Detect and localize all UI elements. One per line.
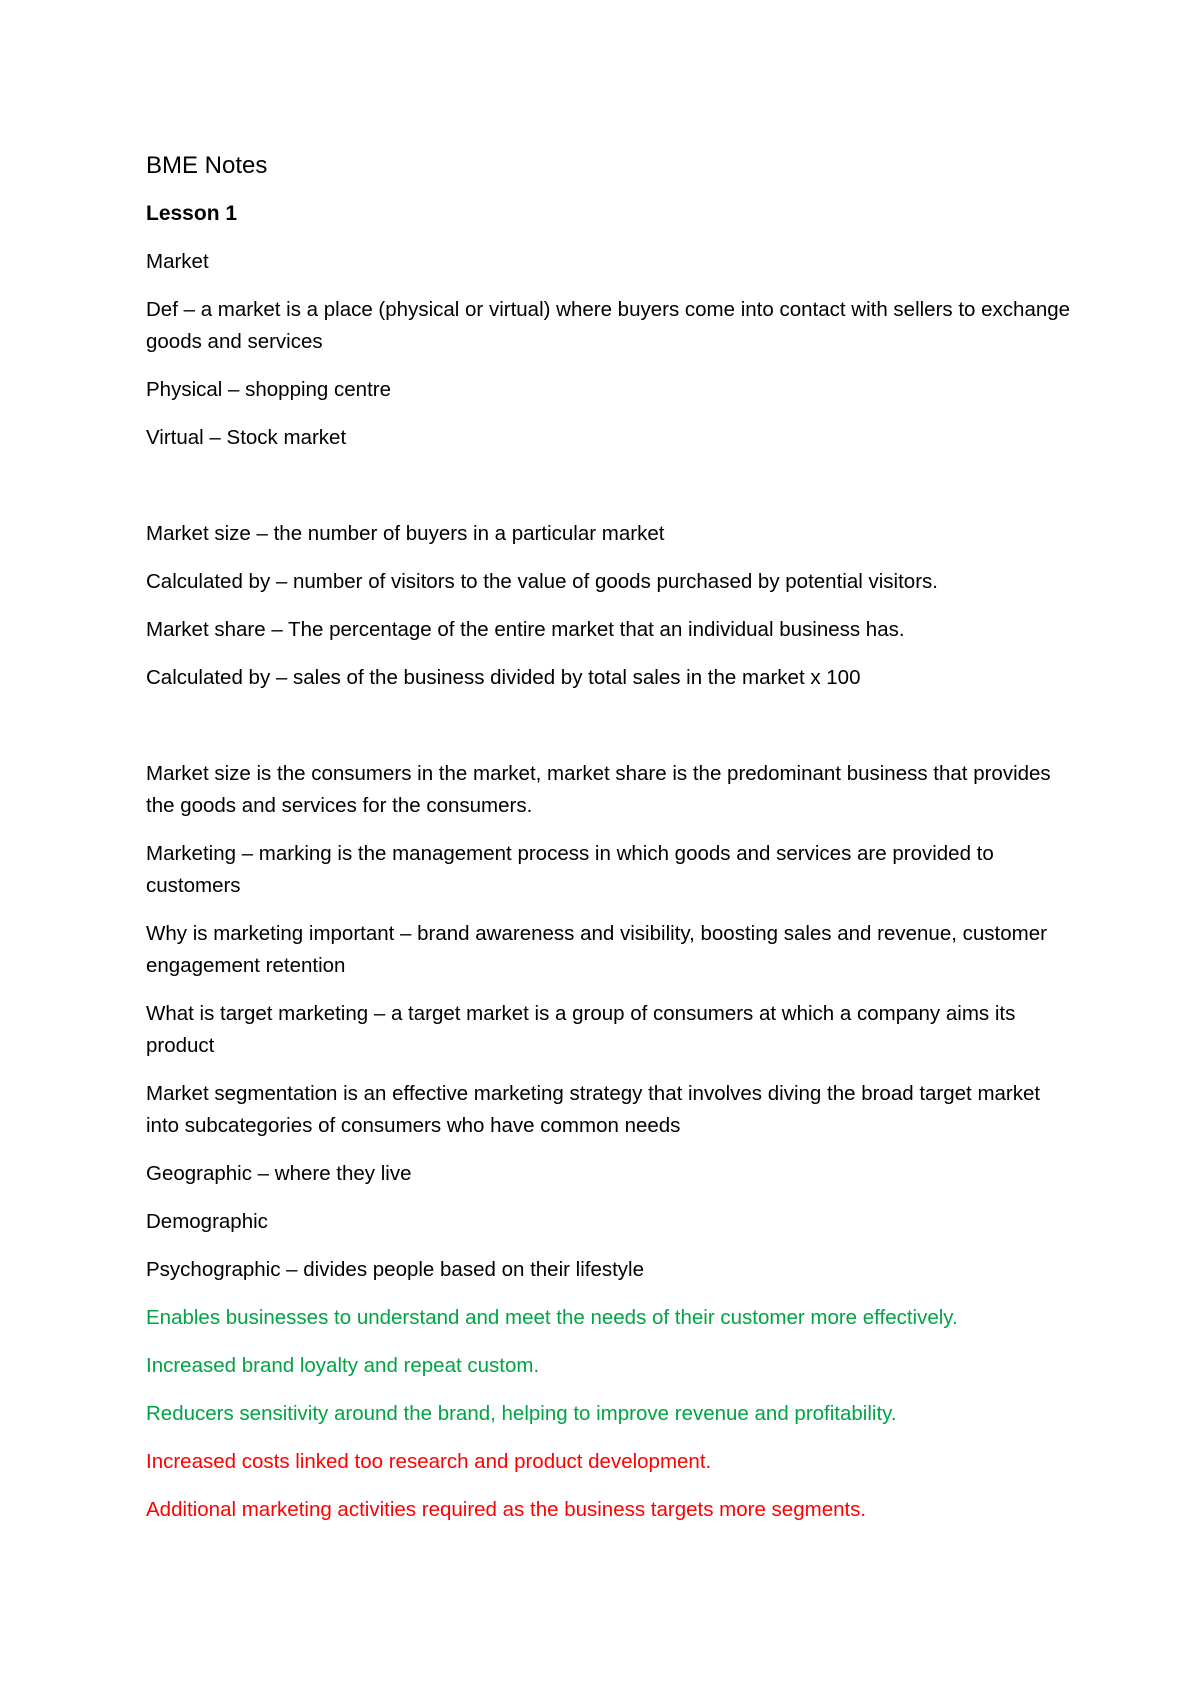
paragraph-psychographic: Psychographic – divides people based on their lifestyle (146, 1258, 644, 1281)
paragraph-market-share-calculation: Calculated by – sales of the business divided by total sales in the market x 100 (146, 666, 861, 689)
paragraph-market: Market (146, 250, 209, 273)
advantage-item: Increased brand loyalty and repeat custom. (146, 1354, 540, 1377)
paragraph-market-share: Market share – The percentage of the entire market that an individual business has. (146, 618, 905, 641)
paragraph-marketing-importance: Why is marketing important – brand awareness and visibility, boosting sales and revenue, customer engagement retention (146, 922, 1047, 977)
paragraph-market-definition: Def – a market is a place (physical or virtual) where buyers come into contact with sellers to exchange goods and services (146, 298, 1071, 353)
blank-line (146, 710, 1076, 742)
paragraph-size-vs-share: Market size is the consumers in the market, market share is the predominant business that provides the goods and services for the consumers. (146, 762, 1051, 817)
advantage-item: Enables businesses to understand and meet the needs of their customer more effectively. (146, 1306, 958, 1329)
paragraph-target-marketing: What is target marketing – a target market is a group of consumers at which a company aims its product (146, 1002, 1016, 1057)
disadvantage-item: Additional marketing activities required as the business targets more segments. (146, 1498, 867, 1521)
advantage-item: Reducers sensitivity around the brand, helping to improve revenue and profitability. (146, 1402, 897, 1425)
paragraph-market-size: Market size – the number of buyers in a particular market (146, 522, 665, 545)
lesson-heading: Lesson 1 (146, 202, 238, 225)
paragraph-market-segmentation: Market segmentation is an effective marketing strategy that involves diving the broad target market into subcategories of consumers who have common needs (146, 1082, 1041, 1137)
document-body (146, 150, 1076, 1542)
paragraph-virtual-market: Virtual – Stock market (146, 426, 347, 449)
disadvantage-item: Increased costs linked too research and product development. (146, 1450, 712, 1473)
paragraph-demographic: Demographic (146, 1210, 268, 1233)
paragraph-marketing-definition: Marketing – marking is the management process in which goods and services are provided to customers (146, 842, 994, 897)
paragraph-physical-market: Physical – shopping centre (146, 378, 392, 401)
paragraph-geographic: Geographic – where they live (146, 1162, 412, 1185)
paragraph-market-size-calculation: Calculated by – number of visitors to the value of goods purchased by potential visitors. (146, 570, 938, 593)
document-title: BME Notes (146, 152, 268, 179)
blank-line (146, 470, 1076, 502)
